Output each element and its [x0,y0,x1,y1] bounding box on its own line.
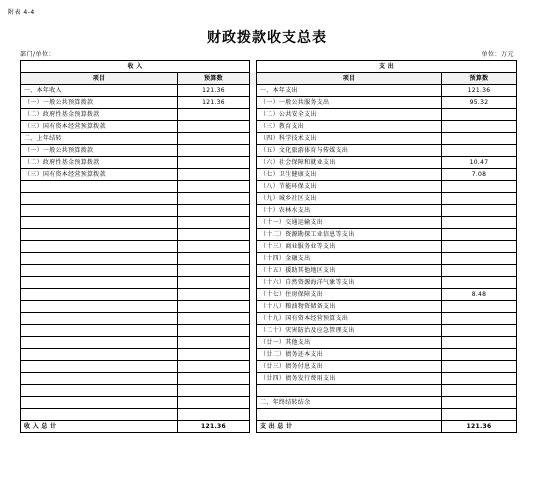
fiscal-summary-table [20,60,517,433]
income-value-cell [178,193,250,205]
income-value-cell [178,169,250,181]
income-item-cell [21,253,178,265]
column-gap [250,205,257,217]
expense-value-cell [442,205,517,217]
table-row [21,337,517,349]
table-row [21,205,517,217]
expense-item-cell: （十九）国有资本经营预算支出 [257,313,442,325]
unit-label: 单位：万元 [481,51,514,58]
expense-item-cell [257,385,442,397]
expense-item-cell: （一）一般公共服务支出 [257,97,442,109]
table-row [21,97,517,109]
income-value-cell [178,133,250,145]
table-row [21,385,517,397]
income-item-cell [21,301,178,313]
column-gap [250,61,257,73]
expense-item-cell: （十一）交通运输支出 [257,217,442,229]
column-gap [250,73,257,85]
expense-item-cell: 一、本年支出 [257,85,442,97]
income-value-cell [178,217,250,229]
income-value-cell [178,253,250,265]
income-item-cell [21,265,178,277]
income-value-cell [178,181,250,193]
expense-budget-header: 预算数 [442,73,517,85]
table-row [21,121,517,133]
expense-item-cell: （三）教育支出 [257,121,442,133]
table-row [21,85,517,97]
table-row [21,373,517,385]
table-row [21,253,517,265]
income-item-cell [21,361,178,373]
column-gap [250,85,257,97]
table-row [21,349,517,361]
expense-value-cell [442,361,517,373]
income-item-cell [21,409,178,421]
income-total-label: 收 入 总 计 [21,421,178,433]
income-value-cell [178,361,250,373]
expense-item-cell: （十八）粮油物资储备支出 [257,301,442,313]
income-value-cell [178,373,250,385]
income-value-cell [178,121,250,133]
table-row [21,241,517,253]
table-row [21,409,517,421]
income-item-cell [21,277,178,289]
income-item-cell: （一）一般公共预算拨款 [21,145,178,157]
attachment-number: 附表 4-4 [8,9,35,16]
column-gap [250,229,257,241]
income-item-cell [21,217,178,229]
expense-value-cell: 10.47 [442,157,517,169]
expense-item-cell [257,409,442,421]
expense-item-cell: （四）科学技术支出 [257,133,442,145]
income-value-cell [178,349,250,361]
expense-value-cell [442,313,517,325]
table-row [21,181,517,193]
expense-value-cell [442,229,517,241]
income-value-cell [178,301,250,313]
table-row [21,217,517,229]
expense-item-cell: （五）文化旅游体育与传媒支出 [257,145,442,157]
expense-value-cell [442,121,517,133]
expense-item-cell: （廿四）债务发行费用支出 [257,373,442,385]
income-item-cell [21,205,178,217]
column-gap [250,193,257,205]
expense-item-cell: （十七）住房保障支出 [257,289,442,301]
section-header-row [21,61,517,73]
column-gap [250,397,257,409]
expense-value-cell [442,145,517,157]
expense-item-cell: （十六）自然资源海洋气象等支出 [257,277,442,289]
expense-item-cell: （十三）商业服务业等支出 [257,241,442,253]
column-gap [250,157,257,169]
income-item-cell [21,193,178,205]
column-gap [250,337,257,349]
column-gap [250,349,257,361]
table-row [21,301,517,313]
income-item-cell [21,229,178,241]
column-gap [250,169,257,181]
expense-value-cell [442,409,517,421]
expense-item-cell: （六）社会保障和就业支出 [257,157,442,169]
expense-value-cell [442,217,517,229]
column-gap [250,217,257,229]
expense-item-cell: （七）卫生健康支出 [257,169,442,181]
expense-value-cell [442,325,517,337]
expense-value-cell: 121.36 [442,85,517,97]
income-value-cell [178,385,250,397]
expense-item-cell: （十二）资源勘探工业信息等支出 [257,229,442,241]
table-row [21,169,517,181]
income-item-cell: （一）一般公共预算拨款 [21,97,178,109]
table-row [21,289,517,301]
table-row [21,157,517,169]
expense-value-cell [442,277,517,289]
expense-total-label: 支 出 总 计 [257,421,442,433]
income-value-cell [178,337,250,349]
expense-value-cell [442,265,517,277]
income-value-cell [178,145,250,157]
income-value-cell: 121.36 [178,85,250,97]
expense-value-cell [442,301,517,313]
table-row [21,229,517,241]
income-total-value: 121.36 [178,421,250,433]
expense-section-header: 支 出 [257,61,517,73]
column-gap [250,241,257,253]
expense-value-cell [442,337,517,349]
table-row [21,361,517,373]
table-row [21,109,517,121]
column-gap [250,409,257,421]
column-gap [250,253,257,265]
expense-item-cell: （八）节能环保支出 [257,181,442,193]
column-gap [250,325,257,337]
column-gap [250,265,257,277]
income-item-cell [21,397,178,409]
income-item-cell: （二）政府性基金预算拨款 [21,109,178,121]
expense-value-cell [442,241,517,253]
column-header-row [21,73,517,85]
expense-item-header: 项目 [257,73,442,85]
expense-value-cell [442,397,517,409]
income-value-cell [178,157,250,169]
expense-item-cell: （十五）援助其他地区支出 [257,265,442,277]
column-gap [250,373,257,385]
column-gap [250,361,257,373]
income-item-header: 项目 [21,73,178,85]
expense-item-cell: 二、年终结转结余 [257,397,442,409]
table-row [21,313,517,325]
income-item-cell: （三）国有资本经营预算拨款 [21,169,178,181]
column-gap [250,145,257,157]
column-gap [250,109,257,121]
income-value-cell [178,397,250,409]
expense-value-cell: 8.48 [442,289,517,301]
income-item-cell [21,313,178,325]
income-item-cell [21,181,178,193]
income-item-cell [21,349,178,361]
expense-value-cell [442,385,517,397]
expense-item-cell: （九）城乡社区支出 [257,193,442,205]
expense-item-cell: （廿二）债务还本支出 [257,349,442,361]
income-value-cell [178,277,250,289]
income-value-cell [178,265,250,277]
expense-value-cell [442,253,517,265]
column-gap [250,121,257,133]
income-item-cell [21,373,178,385]
expense-value-cell [442,349,517,361]
income-item-cell [21,241,178,253]
column-gap [250,421,257,433]
page-title: 财政拨款收支总表 [207,30,327,46]
income-item-cell: （三）国有资本经营预算拨款 [21,121,178,133]
income-item-cell [21,325,178,337]
table-row [21,133,517,145]
expense-total-value: 121.36 [442,421,517,433]
column-gap [250,313,257,325]
income-value-cell [178,409,250,421]
expense-value-cell: 7.08 [442,169,517,181]
income-item-cell: （二）政府性基金预算拨款 [21,157,178,169]
income-value-cell [178,205,250,217]
column-gap [250,289,257,301]
expense-value-cell [442,181,517,193]
total-row [21,421,517,433]
income-value-cell [178,313,250,325]
expense-item-cell: （廿三）债务付息支出 [257,361,442,373]
column-gap [250,385,257,397]
expense-value-cell [442,133,517,145]
income-value-cell [178,289,250,301]
expense-item-cell: （十四）金融支出 [257,253,442,265]
expense-item-cell: （二十）灾害防治及应急管理支出 [257,325,442,337]
table-row [21,265,517,277]
table-row [21,397,517,409]
expense-item-cell: （二）公共安全支出 [257,109,442,121]
income-item-cell: 一、本年收入 [21,85,178,97]
income-value-cell [178,229,250,241]
income-item-cell: 二、上年结转 [21,133,178,145]
expense-item-cell: （十）农林水支出 [257,205,442,217]
expense-value-cell: 95.32 [442,97,517,109]
income-value-cell [178,241,250,253]
column-gap [250,181,257,193]
expense-value-cell [442,373,517,385]
income-value-cell [178,325,250,337]
table-row [21,193,517,205]
income-item-cell [21,337,178,349]
income-budget-header: 预算数 [178,73,250,85]
income-value-cell [178,109,250,121]
table-row [21,145,517,157]
column-gap [250,277,257,289]
income-item-cell [21,289,178,301]
expense-value-cell [442,193,517,205]
expense-item-cell: （廿一）其他支出 [257,337,442,349]
table-row [21,325,517,337]
column-gap [250,133,257,145]
table-row [21,277,517,289]
department-label: 部门/单位： [20,51,56,58]
column-gap [250,97,257,109]
expense-value-cell [442,109,517,121]
income-section-header: 收 入 [21,61,250,73]
income-value-cell: 121.36 [178,97,250,109]
column-gap [250,301,257,313]
income-item-cell [21,385,178,397]
